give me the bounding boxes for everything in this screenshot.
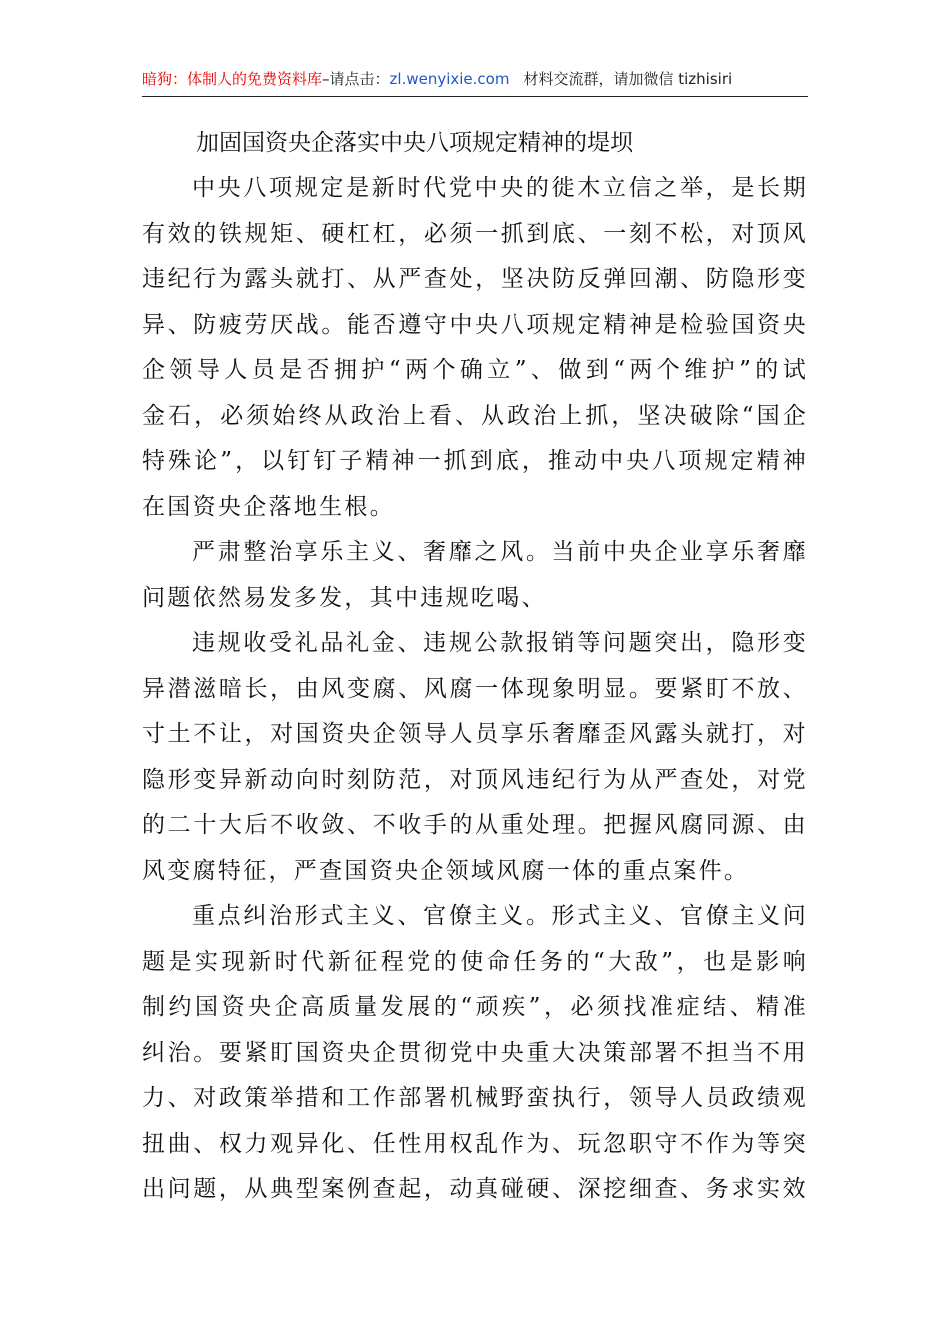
- page-header: [142, 66, 808, 97]
- paragraph-line: 制约国资央企高质量发展的“顽疾”，必须找准症结、精准: [142, 994, 808, 1020]
- paragraph-line: 中央八项规定是新时代党中央的徙木立信之举，是长期: [192, 175, 808, 201]
- document-body: [142, 166, 808, 1213]
- paragraph-line: 题是实现新时代新征程党的使命任务的“大敌”，也是影响: [142, 948, 808, 975]
- paragraph-line: 纠治。要紧盯国资央企贯彻党中央重大决策部署不担当不用: [142, 1039, 808, 1066]
- header-prompt-text: –请点击：: [322, 70, 390, 88]
- paragraph-line: 企领导人员是否拥护“两个确立”、做到“两个维护”的试: [142, 357, 808, 383]
- paragraph-line: 出问题，从典型案例查起，动真碰硬、深挖细查、务求实效: [142, 1176, 808, 1202]
- document-title: 加固国资央企落实中央八项规定精神的堤坝: [196, 130, 633, 156]
- header-contact-text: 材料交流群，请加微信 tizhisiri: [523, 70, 733, 88]
- paragraph-4: [142, 894, 808, 1213]
- paragraph-line: 违规收受礼品礼金、违规公款报销等问题突出，隐形变: [192, 630, 808, 656]
- paragraph-line: 的二十大后不收敛、不收手的从重处理。把握风腐同源、由: [142, 812, 808, 838]
- paragraph-line: 寸土不让，对国资央企领导人员享乐奢靡歪风露头就打，对: [142, 721, 808, 747]
- paragraph-line: 在国资央企落地生根。: [142, 493, 395, 520]
- paragraph-line: 有效的铁规矩、硬杠杠，必须一抓到底、一刻不松，对顶风: [142, 220, 808, 247]
- paragraph-line: 扭曲、权力观异化、任性用权乱作为、玩忽职守不作为等突: [142, 1130, 808, 1157]
- paragraph-3: [142, 621, 808, 894]
- paragraph-line: 异、防疲劳厌战。能否遵守中央八项规定精神是检验国资央: [142, 311, 808, 338]
- paragraph-line: 重点纠治形式主义、官僚主义。形式主义、官僚主义问: [192, 903, 808, 929]
- header-url-link[interactable]: zl.wenyixie.com: [389, 70, 510, 88]
- paragraph-line: 金石，必须始终从政治上看、从政治上抓，坚决破除“国企: [142, 402, 808, 429]
- paragraph-line: 风变腐特征，严查国资央企领域风腐一体的重点案件。: [142, 857, 750, 884]
- paragraph-line: 力、对政策举措和工作部署机械野蛮执行，领导人员政绩观: [142, 1085, 808, 1111]
- header-source-text: 暗狗：体制人的免费资料库: [142, 70, 323, 88]
- paragraph-1: [142, 166, 808, 530]
- paragraph-2: [142, 530, 808, 621]
- paragraph-line: 问题依然易发多发，其中违规吃喝、: [142, 584, 547, 611]
- paragraph-line: 特殊论”，以钉钉子精神一抓到底，推动中央八项规定精神: [142, 448, 808, 474]
- paragraph-line: 异潜滋暗长，由风变腐、风腐一体现象明显。要紧盯不放、: [142, 675, 808, 702]
- paragraph-line: 隐形变异新动向时刻防范，对顶风违纪行为从严查处，对党: [142, 766, 808, 793]
- paragraph-line: 违纪行为露头就打、从严查处，坚决防反弹回潮、防隐形变: [142, 266, 808, 292]
- paragraph-line: 严肃整治享乐主义、奢靡之风。当前中央企业享乐奢靡: [192, 539, 808, 565]
